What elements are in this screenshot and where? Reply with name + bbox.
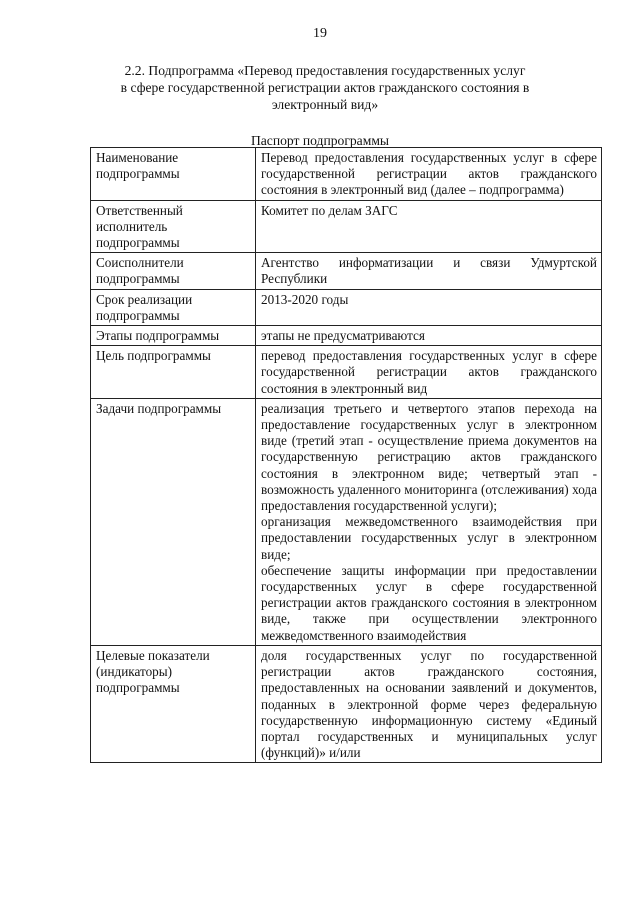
table-row [91, 326, 602, 346]
row-label: Ответственный исполнитель подпрограммы [91, 200, 256, 253]
table-caption: Паспорт подпрограммы [250, 133, 390, 148]
row-value: доля государственных услуг по государственной регистрации актов гражданского состояния, предоставленных на основании заявлений и документов, поданных в электронной форме через федеральную государственную информационную систему «Единый портал государственных и муниципальных услуг (функций)» и/или [256, 645, 602, 762]
row-label: Целевые показатели (индикаторы) подпрограммы [91, 645, 256, 762]
page-number: 19 [313, 26, 327, 41]
row-label: Этапы подпрограммы [91, 326, 256, 346]
row-label: Соисполнители подпрограммы [91, 253, 256, 289]
section-heading-line: в сфере государственной регистрации актов гражданского состояния в [120, 80, 530, 95]
row-value [256, 398, 602, 645]
passport-table [90, 147, 602, 763]
table-row [91, 148, 602, 201]
section-heading-line: 2.2. Подпрограмма «Перевод предоставления государственных услуг [124, 63, 526, 78]
section-heading [90, 62, 560, 113]
table-row [91, 253, 602, 289]
row-value: Агентство информатизации и связи Удмуртской Республики [256, 253, 602, 289]
table-row [91, 346, 602, 399]
row-label: Цель подпрограммы [91, 346, 256, 399]
row-label: Срок реализации подпрограммы [91, 289, 256, 325]
row-value: этапы не предусматриваются [256, 326, 602, 346]
task-paragraph: обеспечение защиты информации при предоставлении государственных услуг в сфере государственной регистрации актов гражданского состояния в электронном виде, также при осуществлении электронного межведомственного взаимодействия [261, 562, 597, 643]
table-row [91, 200, 602, 253]
row-label: Задачи подпрограммы [91, 398, 256, 645]
row-value: 2013-2020 годы [256, 289, 602, 325]
table-row [91, 398, 602, 645]
row-label: Наименование подпрограммы [91, 148, 256, 201]
section-heading-line: электронный вид» [271, 97, 379, 112]
row-value: Перевод предоставления государственных услуг в сфере государственной регистрации актов гражданского состояния в электронный вид (далее – подпрограмма) [256, 148, 602, 201]
table-row [91, 289, 602, 325]
row-value: перевод предоставления государственных услуг в сфере государственной регистрации актов гражданского состояния в электронный вид [256, 346, 602, 399]
task-paragraph: реализация третьего и четвертого этапов перехода на предоставление государственных услуг в электронном виде (третий этап - осуществление приема документов на государственную регистрацию актов гражданского состояния в электронном виде; четвертый этап - возможность удаленного мониторинга (отслеживания) хода предоставления государственной услуги); [261, 400, 597, 514]
row-value: Комитет по делам ЗАГС [256, 200, 602, 253]
table-row [91, 645, 602, 762]
task-paragraph: организация межведомственного взаимодействия при предоставлении государственных услуг в электронном виде; [261, 514, 597, 562]
